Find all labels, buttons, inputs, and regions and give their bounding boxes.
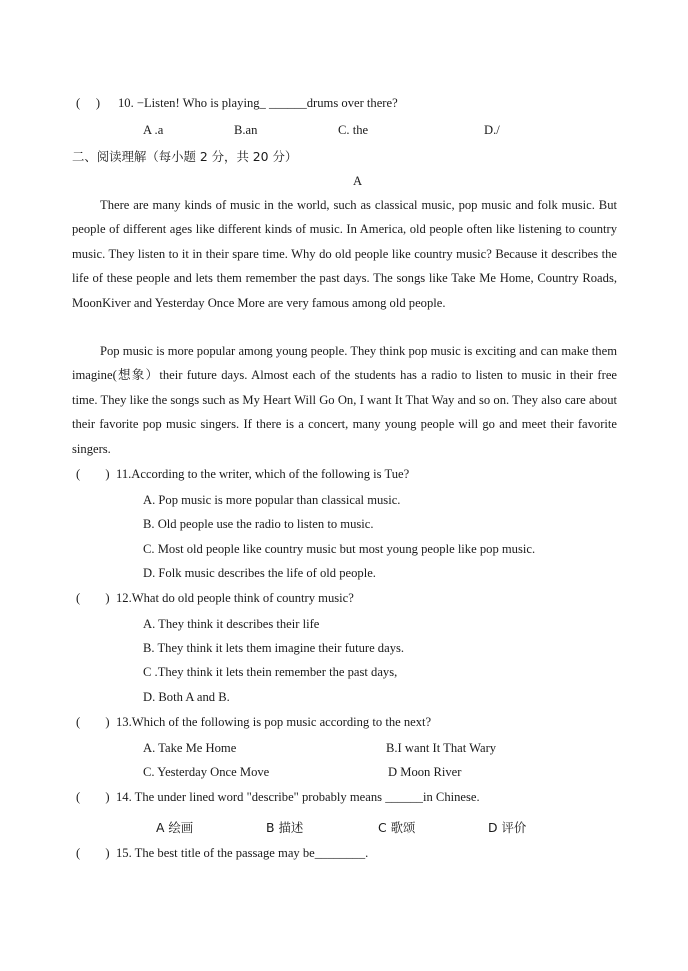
q13-option-a: A. Take Me Home — [143, 741, 237, 755]
q13-option-b: B.I want It That Wary — [386, 741, 497, 755]
answer-blank: ( ) — [76, 96, 101, 110]
question-14-text: 14. The under lined word "describe" probably means ______in Chinese. — [116, 790, 480, 804]
q12-option-b: B. They think it lets them imagine their future days. — [143, 641, 405, 655]
passage-paragraph-1: There are many kinds of music in the world, such as classical music, pop music and folk music. But people of different ages like different kinds of music. In America, old people often like listening to country music. They listen to it in their spare time. Why do old people like country music? Because it describes the life of these people and lets them remember the past days. The songs like Take Me Home, Country Roads, MoonKiver and Yesterday Once More are very famous among old people. — [72, 198, 617, 310]
q10-option-b: B.an — [234, 123, 258, 137]
q10-option-c: C. the — [338, 123, 369, 137]
question-11-text: 11.According to the writer, which of the following is Tue? — [116, 467, 410, 481]
answer-blank: ( ) — [76, 846, 110, 860]
answer-blank: ( ) — [76, 467, 110, 481]
passage-label: A — [353, 174, 363, 188]
question-10-text: 10. −Listen! Who is playing_ ______drums over there? — [118, 96, 398, 110]
q14-option-d: D 评价 — [488, 820, 527, 835]
q11-option-a: A. Pop music is more popular than classical music. — [143, 493, 401, 507]
passage-paragraph-2: Pop music is more popular among young people. They think pop music is exciting and can make them imagine(想象）their future days. Almost each of the students has a radio to listen to music in their free time. They like the songs such as My Heart Will Go On, I want It That Way and so on. They also care about their favorite pop music singers. If there is a concert, many young people will go and meet their favorite singers. — [72, 344, 617, 456]
q10-option-a: A .a — [143, 123, 164, 137]
q14-option-a: A 绘画 — [156, 820, 194, 835]
q11-option-c: C. Most old people like country music but most young people like pop music. — [143, 542, 536, 556]
q12-option-c: C .They think it lets thein remember the past days, — [143, 665, 398, 679]
answer-blank: ( ) — [76, 591, 110, 605]
section-title: 二、阅读理解（每小题 2 分，共 20 分） — [72, 149, 298, 164]
q14-option-b: B 描述 — [266, 820, 304, 835]
q10-option-d: D./ — [484, 123, 500, 137]
q14-option-c: C 歌颂 — [378, 820, 416, 835]
q12-option-d: D. Both A and B. — [143, 690, 230, 704]
q11-option-d: D. Folk music describes the life of old people. — [143, 566, 376, 580]
q13-option-d: D Moon River — [388, 765, 462, 779]
answer-blank: ( ) — [76, 790, 110, 804]
answer-blank: ( ) — [76, 715, 110, 729]
q12-option-a: A. They think it describes their life — [143, 617, 320, 631]
q13-option-c: C. Yesterday Once Move — [143, 765, 270, 779]
question-12-text: 12.What do old people think of country music? — [116, 591, 354, 605]
question-15-text: 15. The best title of the passage may be________. — [116, 846, 369, 860]
question-13-text: 13.Which of the following is pop music according to the next? — [116, 715, 432, 729]
q11-option-b: B. Old people use the radio to listen to music. — [143, 517, 374, 531]
